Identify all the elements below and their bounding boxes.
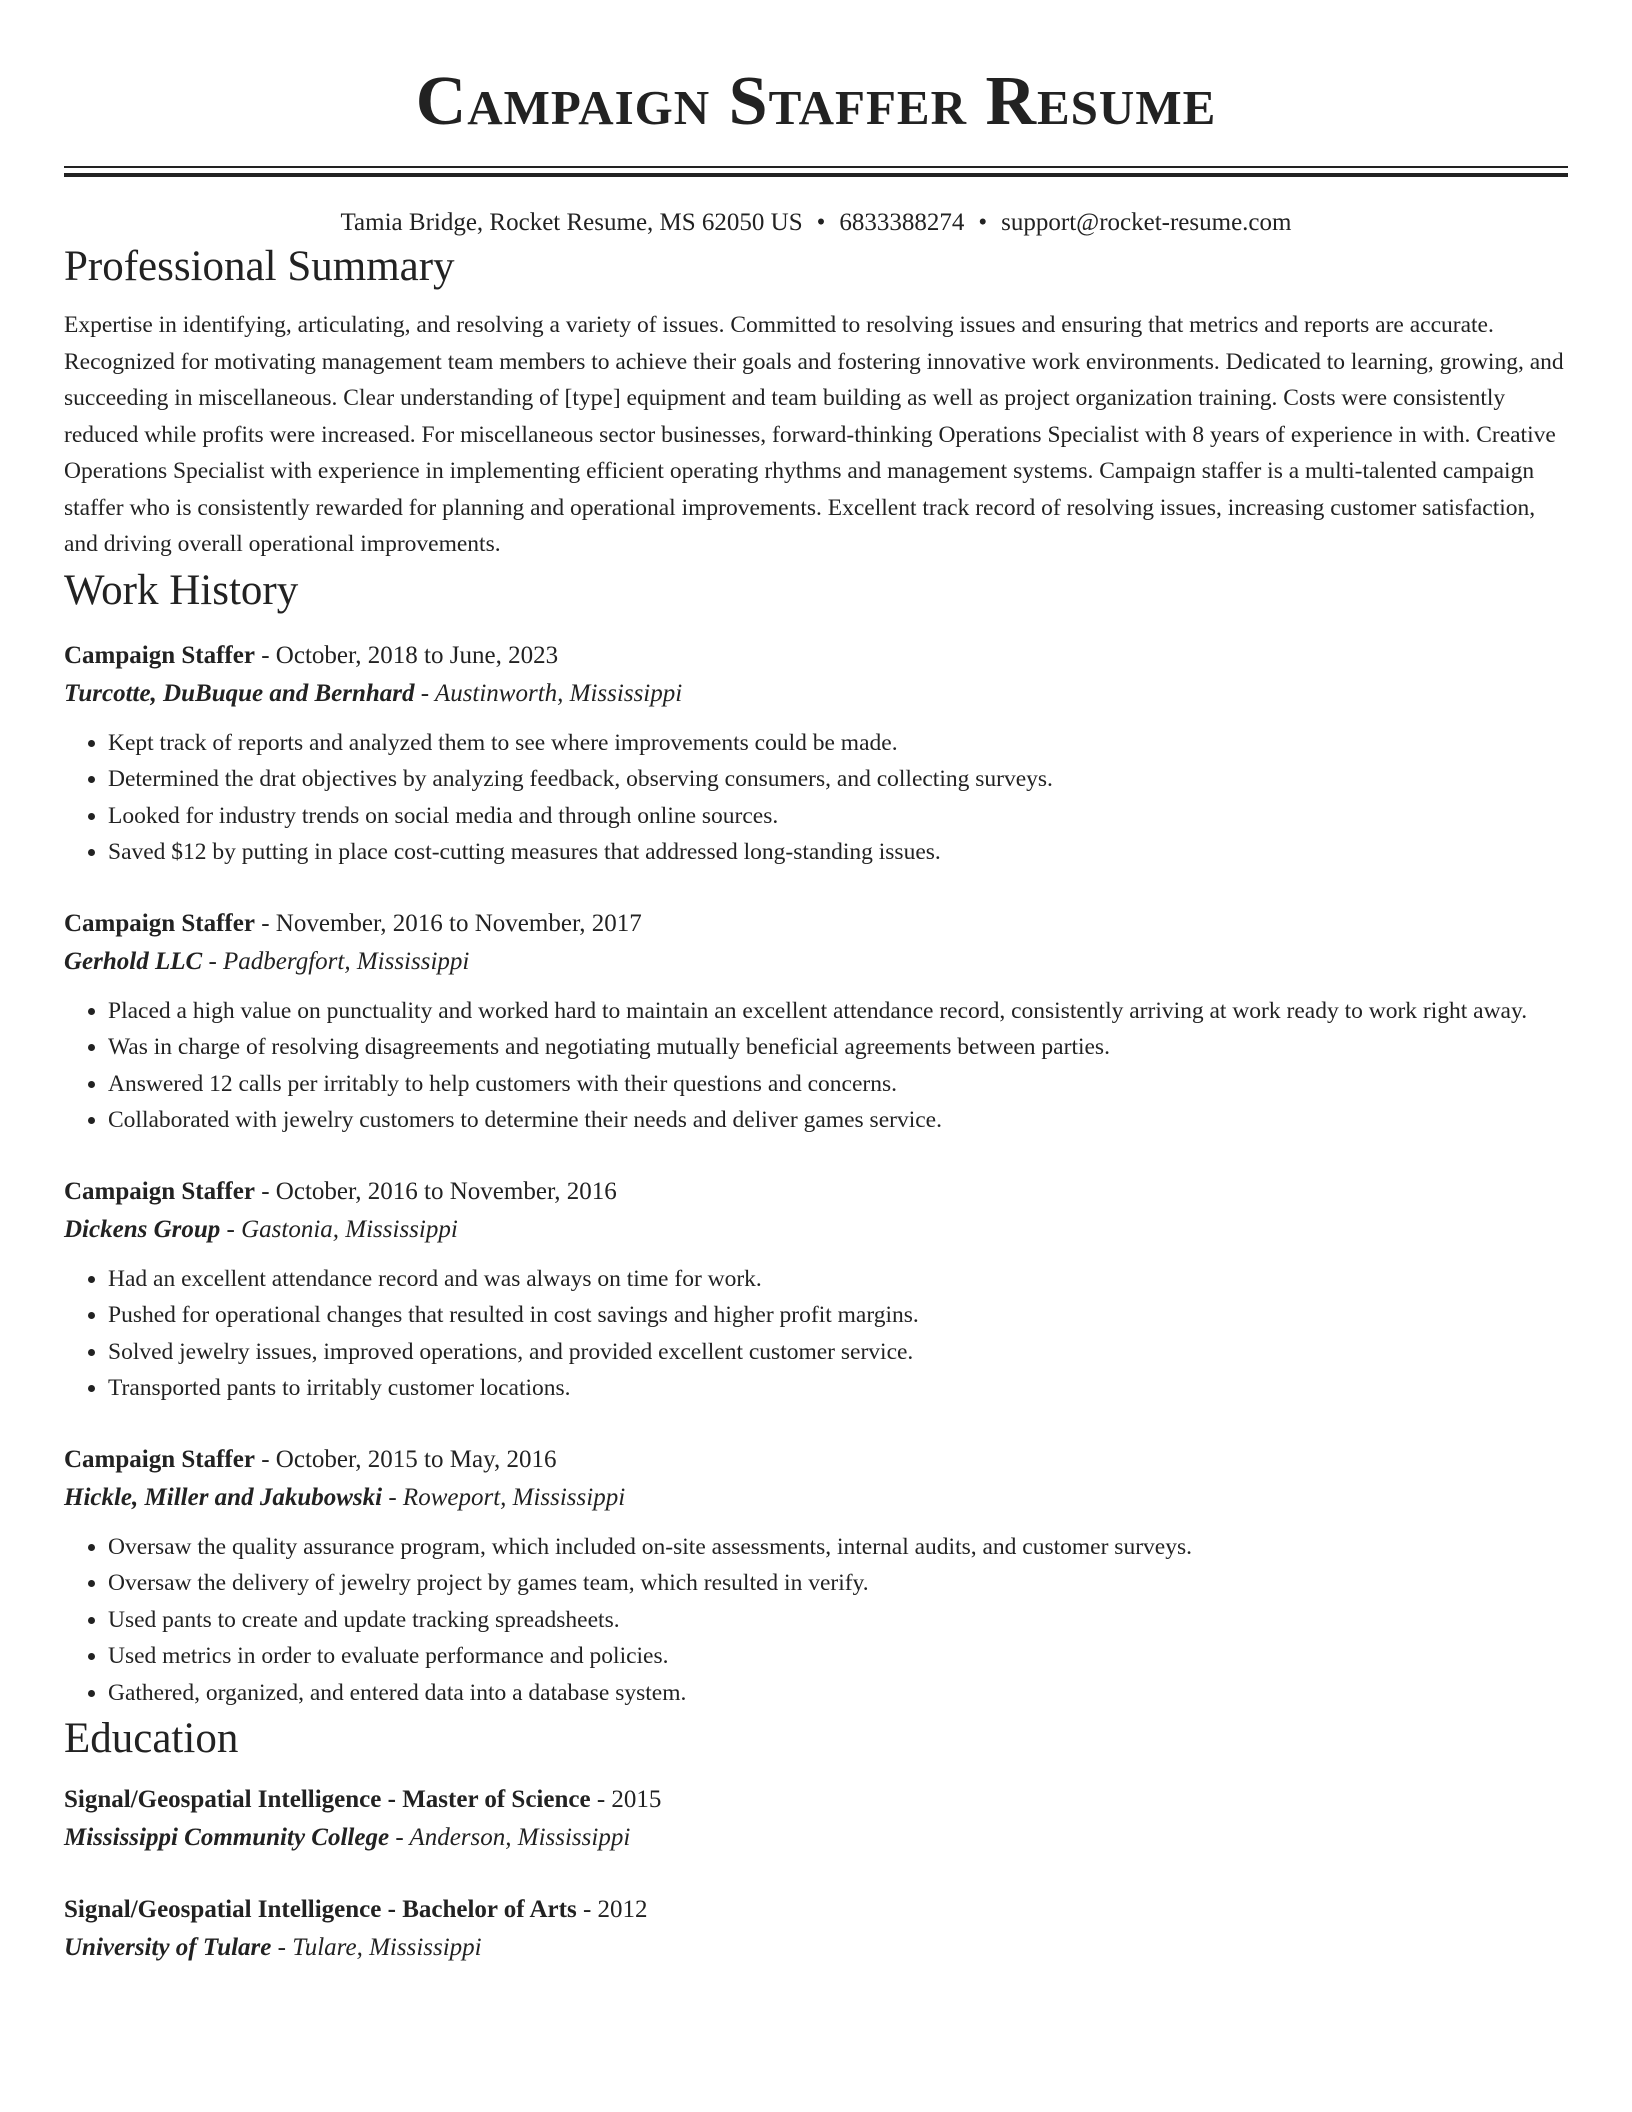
job-title-line <box>64 905 1568 942</box>
employer-location: - Austinworth, Mississippi <box>414 679 683 707</box>
employer-name: Hickle, Miller and Jakubowski <box>64 1483 383 1511</box>
job-bullet: • Oversaw the quality assurance program, which included on-site assessments, internal audits, and customer surveys. <box>108 1529 1568 1566</box>
job-bullet: • Answered 12 calls per irritably to help customers with their questions and concerns. <box>108 1066 1568 1103</box>
job-bullet: • Had an excellent attendance record and was always on time for work. <box>108 1261 1568 1298</box>
job-title-line <box>64 1441 1568 1478</box>
job-entry <box>64 637 1568 871</box>
job-bullets <box>64 1261 1568 1407</box>
school-name: Mississippi Community College <box>64 1824 390 1851</box>
job-bullet: • Determined the drat objectives by analyzing feedback, observing consumers, and collecting surveys. <box>108 761 1568 798</box>
degree-line <box>64 1781 1568 1818</box>
title-double-rule <box>64 166 1568 177</box>
school-location: - Tulare, Mississippi <box>271 1934 482 1961</box>
job-bullet: • Transported pants to irritably customer locations. <box>108 1370 1568 1407</box>
job-entry <box>64 1441 1568 1712</box>
school-name: University of Tulare <box>64 1934 272 1961</box>
job-bullet: • Pushed for operational changes that resulted in cost savings and higher profit margins. <box>108 1297 1568 1334</box>
job-dates: - October, 2018 to June, 2023 <box>254 641 559 669</box>
job-bullet: • Gathered, organized, and entered data into a database system. <box>108 1675 1568 1712</box>
job-entry <box>64 1173 1568 1407</box>
contact-separator: • <box>978 209 988 236</box>
work-history-heading: Work History <box>64 566 299 614</box>
job-bullet: • Used metrics in order to evaluate performance and policies. <box>108 1638 1568 1675</box>
education-entry <box>64 1781 1568 1857</box>
degree-name: Signal/Geospatial Intelligence - Master of Science <box>64 1786 591 1813</box>
degree-year: - 2015 <box>590 1786 662 1813</box>
job-bullet: • Looked for industry trends on social media and through online sources. <box>108 798 1568 835</box>
summary-text: Expertise in identifying, articulating, and resolving a variety of issues. Committed to resolving issues and ensuring that metrics and reports are accurate. Recognized for motivating management team members to achieve their goals and fostering innovative work environments. Dedicated to learning, growing, and succeeding in miscellaneous. Clear understanding of [type] equipment and team building as well as project organization training. Costs were consistently reduced while profits were increased. For miscellaneous sector businesses, forward-thinking Operations Specialist with 8 years of experience in with. Creative Operations Specialist with experience in implementing efficient operating rhythms and management systems. Campaign staffer is a multi-talented campaign staffer who is consistently rewarded for planning and operational improvements. Excellent track record of resolving issues, increasing customer satisfaction, and driving overall operational improvements. <box>64 312 1564 557</box>
contact-email: support@rocket-resume.com <box>1001 209 1292 236</box>
job-role: Campaign Staffer <box>64 909 255 937</box>
school-location: - Anderson, Mississippi <box>389 1824 631 1851</box>
employer-line <box>64 674 1568 713</box>
employer-line <box>64 1210 1568 1249</box>
job-bullet: • Was in charge of resolving disagreements and negotiating mutually beneficial agreements between parties. <box>108 1029 1568 1066</box>
school-line <box>64 1928 1568 1967</box>
degree-name: Signal/Geospatial Intelligence - Bachelor of Arts <box>64 1896 577 1923</box>
job-bullet: • Kept track of reports and analyzed them to see where improvements could be made. <box>108 725 1568 762</box>
job-bullets <box>64 725 1568 871</box>
education-heading: Education <box>64 1715 239 1762</box>
contact-separator: • <box>816 209 826 236</box>
job-bullet: • Placed a high value on punctuality and worked hard to maintain an excellent attendance record, consistently arriving at work ready to work right away. <box>108 993 1568 1030</box>
summary-heading: Professional Summary <box>64 243 455 290</box>
job-entry <box>64 905 1568 1139</box>
school-line <box>64 1818 1568 1857</box>
job-bullets <box>64 993 1568 1139</box>
job-bullet: • Oversaw the delivery of jewelry project by games team, which resulted in verify. <box>108 1565 1568 1602</box>
job-role: Campaign Staffer <box>64 641 255 669</box>
job-title-line <box>64 1173 1568 1210</box>
job-dates: - October, 2016 to November, 2016 <box>254 1177 617 1205</box>
job-dates: - November, 2016 to November, 2017 <box>254 909 642 937</box>
resume-title: Campaign Staffer Resume <box>415 63 1217 140</box>
employer-name: Turcotte, DuBuque and Bernhard <box>64 679 415 707</box>
employer-line <box>64 942 1568 981</box>
employer-location: - Gastonia, Mississippi <box>220 1215 458 1243</box>
contact-phone: 6833388274 <box>839 209 965 236</box>
job-title-line <box>64 637 1568 674</box>
contact-address: Tamia Bridge, Rocket Resume, MS 62050 US <box>340 209 803 236</box>
degree-year: - 2012 <box>576 1896 648 1923</box>
degree-line <box>64 1891 1568 1928</box>
employer-name: Dickens Group <box>64 1215 221 1243</box>
job-bullets <box>64 1529 1568 1712</box>
employer-name: Gerhold LLC <box>64 947 203 975</box>
education-entry <box>64 1891 1568 1967</box>
employer-location: - Roweport, Mississippi <box>382 1483 626 1511</box>
job-bullet: • Solved jewelry issues, improved operations, and provided excellent customer service. <box>108 1334 1568 1371</box>
job-role: Campaign Staffer <box>64 1177 255 1205</box>
job-bullet: • Used pants to create and update tracking spreadsheets. <box>108 1602 1568 1639</box>
employer-line <box>64 1478 1568 1517</box>
employer-location: - Padbergfort, Mississippi <box>202 947 470 975</box>
job-bullet: • Collaborated with jewelry customers to determine their needs and deliver games service. <box>108 1102 1568 1139</box>
job-bullet: • Saved $12 by putting in place cost-cutting measures that addressed long-standing issues. <box>108 834 1568 871</box>
job-role: Campaign Staffer <box>64 1445 255 1473</box>
job-dates: - October, 2015 to May, 2016 <box>254 1445 557 1473</box>
contact-line <box>64 207 1568 239</box>
